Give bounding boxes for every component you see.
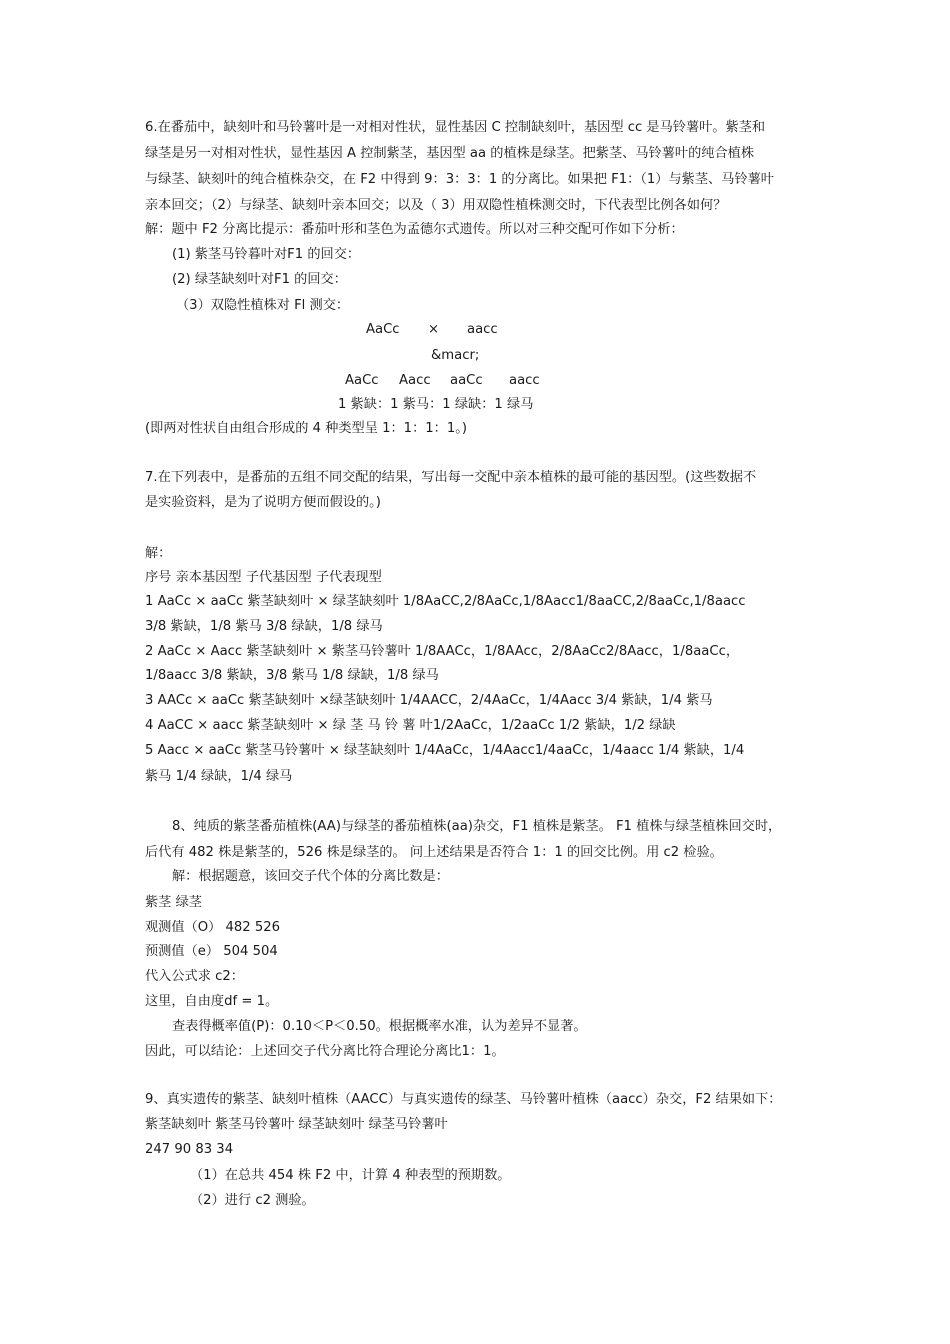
q6-line-1: 6.在番茄中，缺刻叶和马铃薯叶是一对相对性状，显性基因 C 控制缺刻叶，基因型 cc 是马铃薯叶。紫茎和 <box>145 120 766 135</box>
q6-offspring-1: AaCc <box>345 373 379 388</box>
q6-note: (即两对性状自由组合形成的 4 种类型呈 1：1：1：1。) <box>145 421 467 436</box>
q9-phenotypes: 紫茎缺刻叶 紫茎马铃薯叶 绿茎缺刻叶 绿茎马铃薯叶 <box>145 1117 448 1132</box>
q6-line-3: 与绿茎、缺刻叶的纯合植株杂交，在 F2 中得到 9：3：3：1 的分离比。如果把 F1：（1）与紫茎、马铃薯叶 <box>145 172 774 187</box>
q9-counts: 247 90 83 34 <box>145 1142 234 1157</box>
q8-line-2: 后代有 482 株是紫茎的，526 株是绿茎的。 问上述结果是否符合 1：1 的回交比例。用 c2 检验。 <box>145 845 723 860</box>
q8-conclusion: 因此，可以结论：上述回交子代分离比符合理论分离比1：1。 <box>145 1044 505 1059</box>
q6-offspring-3: aaCc <box>450 373 483 388</box>
q6-item-3: （3）双隐性植株对 Fl 测交： <box>176 298 350 313</box>
q6-ratio: 1 紫缺：1 紫马：1 绿缺：1 绿马 <box>338 397 534 412</box>
q6-line-4: 亲本回交；（2）与绿茎、缺刻叶亲本回交；以及（ 3）用双隐性植株测交时，下代表型比例各如何？ <box>145 198 727 213</box>
q7-row-4: 4 AaCC × aacc 紫茎缺刻叶 × 绿 茎 马 铃 薯 叶1/2AaCc，1/2aaCc 1/2 紫缺，1/2 绿缺 <box>145 718 676 733</box>
q7-line-1: 7.在下列表中，是番茄的五组不同交配的结果，写出每一交配中亲本植株的最可能的基因型。(这些数据不 <box>145 470 757 485</box>
q8-probability: 查表得概率值(P)：0.10＜P＜0.50。根据概率水准，认为差异不显著。 <box>172 1019 587 1034</box>
q7-row-1a: 1 AaCc × aaCc 紫茎缺刻叶 × 绿茎缺刻叶 1/8AaCC,2/8AaCc,1/8Aacc1/8aaCC,2/8aaCc,1/8aacc <box>145 594 746 609</box>
q8-df: 这里，自由度df = 1。 <box>145 994 279 1009</box>
q8-expected: 预测值（e） 504 504 <box>145 944 278 959</box>
q9-part-1: （1）在总共 454 株 F2 中，计算 4 种表型的预期数。 <box>190 1168 511 1183</box>
q6-item-1: (1) 紫茎马铃暮叶对F1 的回交： <box>172 247 361 262</box>
q7-line-2: 是实验资料，是为了说明方便而假设的。) <box>145 495 381 510</box>
q6-solution: 解：题中 F2 分离比提示：番茄叶形和茎色为孟德尔式遗传。所以对三种交配可作如下分析： <box>145 222 684 237</box>
q6-line-2: 绿茎是另一对相对性状，显性基因 A 控制紫茎，基因型 aa 的植株是绿茎。把紫茎、马铃薯叶的纯合植株 <box>145 146 755 161</box>
q8-columns: 紫茎 绿茎 <box>145 895 202 910</box>
q7-row-2a: 2 AaCc × Aacc 紫茎缺刻叶 × 紫茎马铃薯叶 1/8AACc，1/8AAcc，2/8AaCc2/8Aacc，1/8aaCc， <box>145 644 740 659</box>
q6-cross-symbol: × <box>428 322 440 337</box>
q6-item-2: (2) 绿茎缺刻叶对F1 的回交： <box>172 272 347 287</box>
q8-observed: 观测值（O） 482 526 <box>145 920 281 935</box>
q6-offspring-2: Aacc <box>399 373 431 388</box>
q7-row-1b: 3/8 紫缺，1/8 紫马 3/8 绿缺，1/8 绿马 <box>145 619 383 634</box>
q6-cross-parent-b: aacc <box>467 322 498 337</box>
q8-line-1: 8、纯质的紫茎番茄植株(AA)与绿茎的番茄植株(aa)杂交，F1 植株是紫茎。 F1 植株与绿茎植株回交时， <box>172 819 782 834</box>
q7-row-2b: 1/8aacc 3/8 紫缺，3/8 紫马 1/8 绿缺，1/8 绿马 <box>145 668 439 683</box>
q7-row-3: 3 AACc × aaCc 紫茎缺刻叶 ×绿茎缺刻叶 1/4AACC，2/4AaCc，1/4Aacc 3/4 紫缺，1/4 紫马 <box>145 693 713 708</box>
q8-formula: 代入公式求 c2： <box>145 969 244 984</box>
q9-line-1: 9、真实遗传的紫茎、缺刻叶植株（AACC）与真实遗传的绿茎、马铃薯叶植株（aacc）杂交，F2 结果如下： <box>145 1092 782 1107</box>
q7-solution-label: 解： <box>145 546 172 561</box>
q7-table-header: 序号 亲本基因型 子代基因型 子代表现型 <box>145 570 382 585</box>
q9-part-2: （2）进行 c2 测验。 <box>190 1193 315 1208</box>
q6-offspring-4: aacc <box>509 373 540 388</box>
q6-cross-parent-a: AaCc <box>366 322 400 337</box>
q7-row-5a: 5 Aacc × aaCc 紫茎马铃薯叶 × 绿茎缺刻叶 1/4AaCc，1/4Aacc1/4aaCc，1/4aacc 1/4 紫缺，1/4 <box>145 743 745 758</box>
q8-solution: 解：根据题意，该回交子代个体的分离比数是： <box>172 869 449 884</box>
q6-arrow-entity: &macr; <box>431 348 480 363</box>
q7-row-5b: 紫马 1/4 绿缺，1/4 绿马 <box>145 769 293 784</box>
